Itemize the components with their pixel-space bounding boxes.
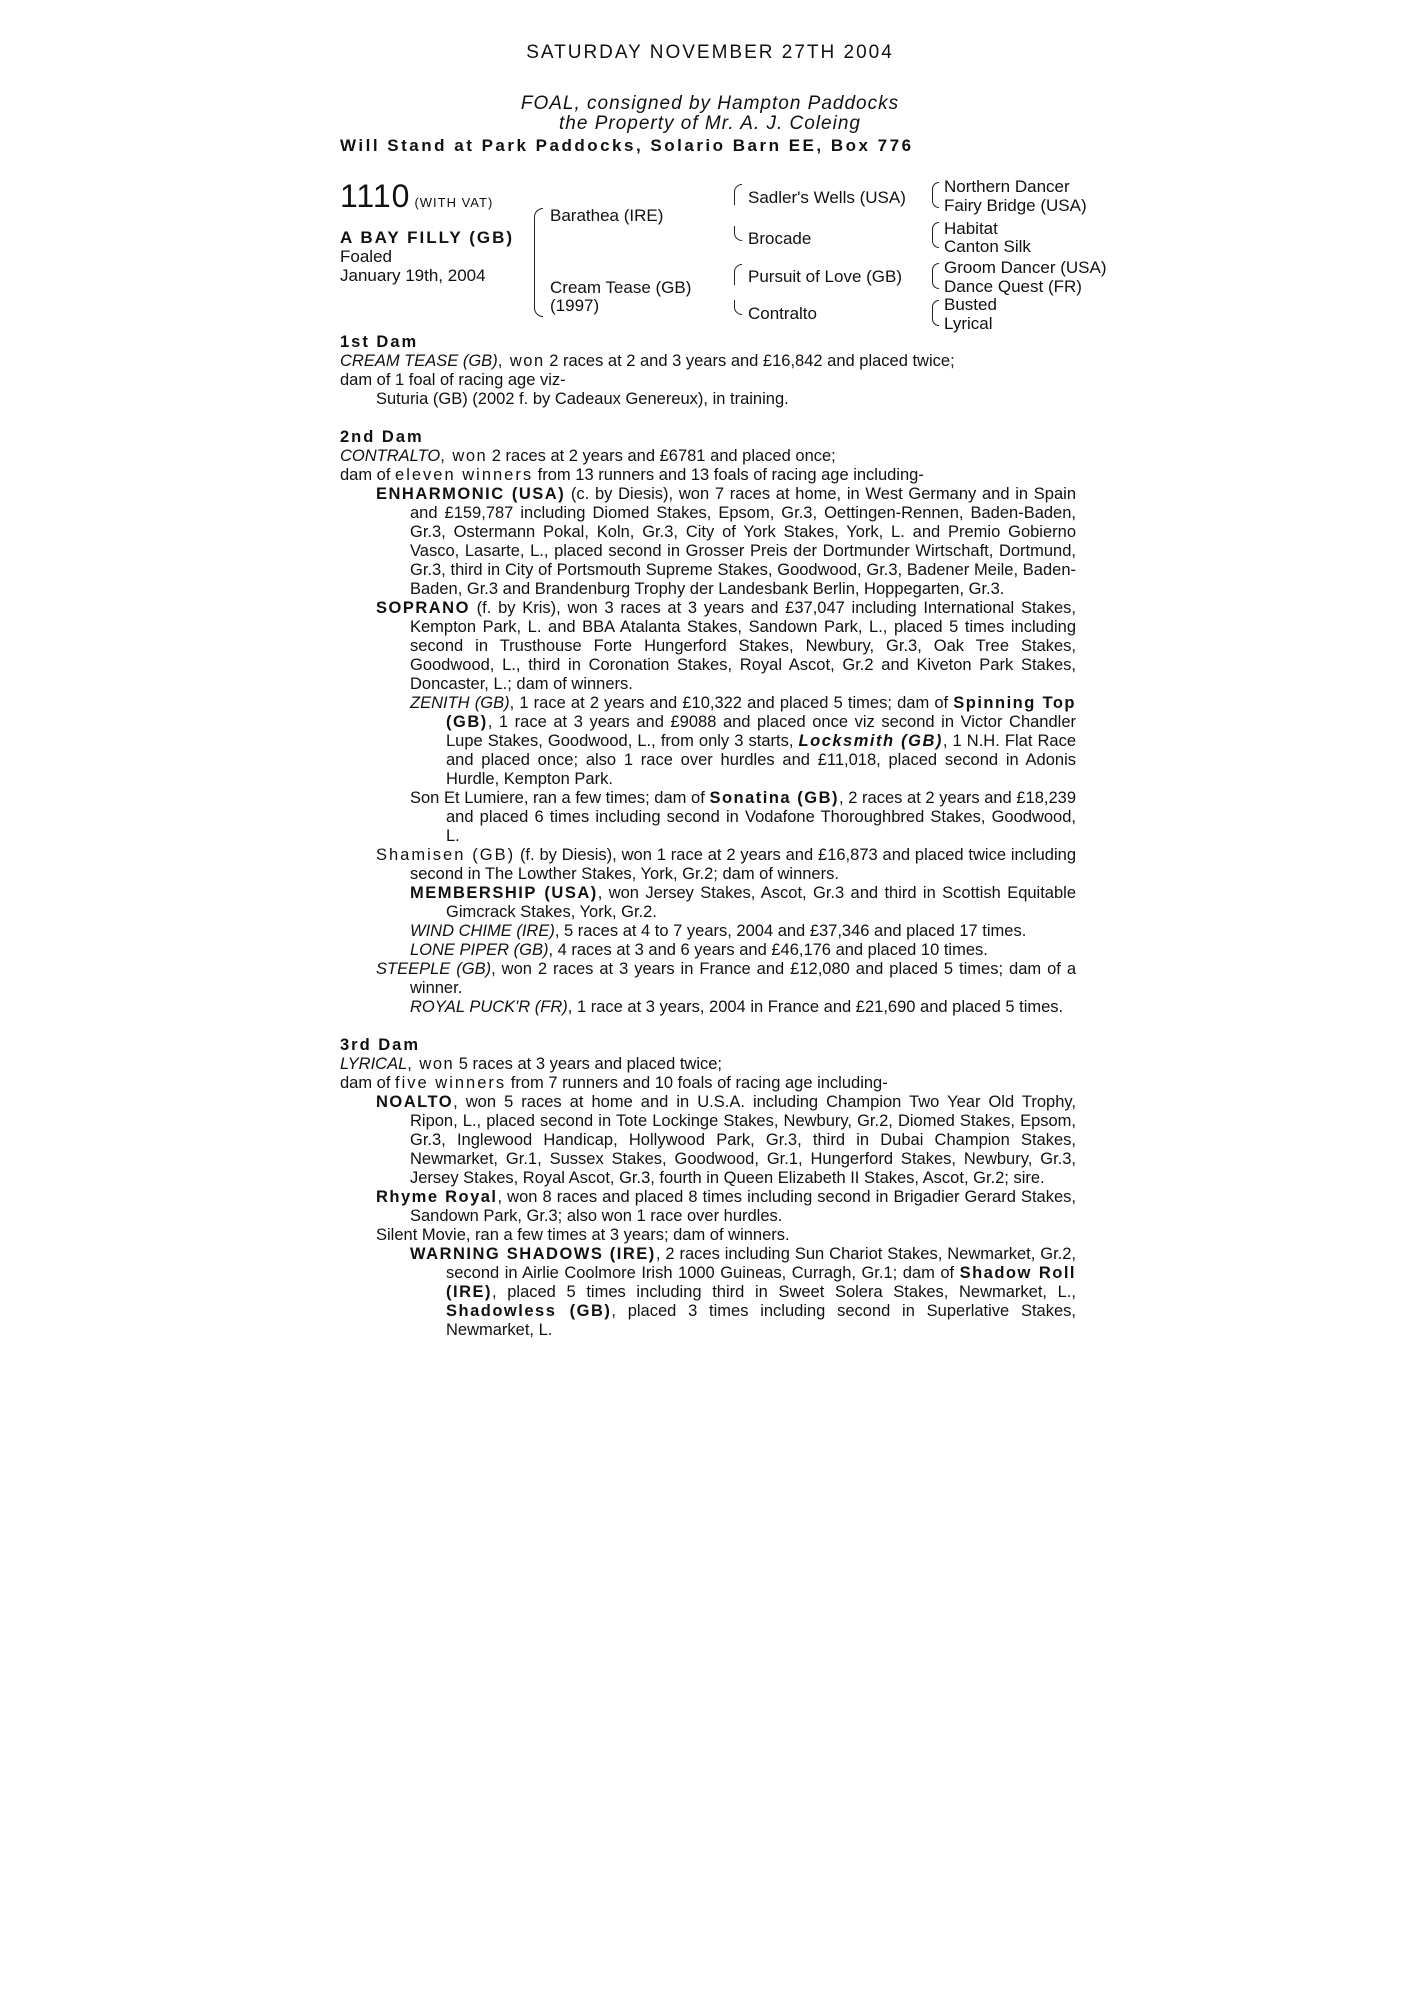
produce-name: ROYAL PUCK'R (FR) [410,998,568,1016]
bracket [734,300,742,315]
catalogue-text [340,333,1076,1340]
consignor-block [340,94,1080,134]
produce-text: dam of [340,466,396,484]
produce-name: NOALTO [376,1093,454,1111]
vat-note: (WITH VAT) [414,195,494,210]
produce-entry [340,960,1076,998]
third-dam-line [340,1055,1076,1074]
produce-record: , won 5 races at home and in U.S.A. including Champion Two Year Old Trophy, Ripon, L., placed second in Tote Lockinge Stakes, Newbury, Gr.2, Diomed Stakes, Epsom, Gr.3, Inglewood Handicap, Hollywood Park, Gr.3, third in Dubai Champion Stakes, Newmarket, Gr.1, Sussex Stakes, Goodwood, Gr.1, Hungerford Stakes, Newbury, Gr.3, Jersey Stakes, Royal Ascot, Gr.3, fourth in Queen Elizabeth II Stakes, Ascot, Gr.2; sire. [410,1093,1076,1187]
lot-number: 1110 [340,178,411,214]
bracket [734,184,742,205]
dam: Cream Tease (GB) [550,278,692,297]
produce-record: Son Et Lumiere, ran a few times; dam of [410,789,710,807]
lot-number-block [340,178,493,215]
second-dam-record: 2 races at 2 years and £6781 and placed once; [487,447,836,465]
won-word: , won [497,352,545,370]
produce-name: Shadowless (GB) [446,1302,612,1320]
produce-entry: Silent Movie, ran a few times at 3 years; dam of winners. [376,1226,790,1244]
produce-record: , 1 race at 3 years and £9088 and placed once viz second in Victor Chandler Lupe Stakes, Goodwood, L., from only 3 starts, [446,713,1076,750]
bracket [932,263,939,277]
produce-name: MEMBERSHIP (USA) [410,884,598,902]
dam-sire-sire: Groom Dancer (USA) [944,258,1107,277]
produce-entry [340,884,1076,922]
produce-record: , won 8 races and placed 8 times including second in Brigadier Gerard Stakes, Sandown Park, Gr.3; also won 1 race over hurdles. [410,1188,1076,1225]
produce-text: from 13 runners and 13 foals of racing age including- [533,466,924,484]
produce-name: SOPRANO [376,599,470,617]
bracket [932,300,939,314]
produce-entry [340,922,1076,941]
sire-sire-sire: Northern Dancer [944,177,1070,196]
dam-name: LYRICAL [340,1055,408,1073]
sire-sire-dam: Fairy Bridge (USA) [944,196,1087,215]
sire-dam-dam: Canton Silk [944,237,1031,256]
produce-record: , won 2 races at 3 years in France and £12,080 and placed 5 times; dam of a winner. [410,960,1076,997]
produce-record: , placed 5 times including third in Sweet Solera Stakes, Newmarket, L., [492,1283,1076,1301]
winners-count: eleven winners [395,466,534,484]
produce-text: from 7 runners and 10 foals of racing age including- [506,1074,888,1092]
dam-sire-dam: Dance Quest (FR) [944,277,1082,296]
second-dam-line [340,447,1076,466]
produce-name: Shadow Roll (IRE) [446,1264,1077,1301]
consignor-line: FOAL, consigned by Hampton Paddocks [520,93,900,114]
produce-entry [340,1245,1076,1340]
produce-entry [340,485,1076,599]
dam-name: CONTRALTO [340,447,441,465]
produce-entry [340,1093,1076,1188]
bracket [932,313,939,326]
sale-date: SATURDAY NOVEMBER 27TH 2004 [526,42,894,63]
produce-name: ENHARMONIC (USA) [376,485,566,503]
sire-sire: Sadler's Wells (USA) [748,188,906,207]
horse-name: A BAY FILLY (GB) [340,228,515,247]
second-dam-heading: 2nd Dam [340,428,424,446]
produce-record: , 5 races at 4 to 7 years, 2004 and £37,346 and placed 17 times. [554,922,1027,940]
first-dam-produce: dam of 1 foal of racing age viz- [340,371,566,389]
bracket [932,276,939,289]
bracket [734,264,742,285]
produce-entry [340,998,1076,1017]
produce-record: , 1 race at 3 years, 2004 in France and £21,690 and placed 5 times. [567,998,1064,1016]
produce-entry [340,941,1076,960]
produce-record: , 1 race at 2 years and £10,322 and placed 5 times; dam of [509,694,954,712]
produce-name: Locksmith (GB) [798,732,943,750]
bracket [932,222,939,236]
produce-entry [340,846,1076,884]
produce-record: , placed 3 times including second in Superlative Stakes, Newmarket, L. [446,1302,1076,1339]
first-dam-heading: 1st Dam [340,333,419,351]
produce-record: (f. by Diesis), won 1 race at 2 years and £16,873 and placed twice including second in The Lowther Stakes, York, Gr.2; dam of winners. [410,846,1076,883]
produce-name: Rhyme Royal [376,1188,498,1206]
produce-entry [340,1188,1076,1226]
bracket [534,208,543,267]
stand-location: Will Stand at Park Paddocks, Solario Barn EE, Box 776 [340,136,914,155]
bracket [932,182,939,196]
dam-dam: Contralto [748,304,817,323]
produce-entry [340,789,1076,846]
dam-name: CREAM TEASE (GB) [340,352,498,370]
sire-dam-sire: Habitat [944,219,998,238]
dam-dam-sire: Busted [944,295,997,314]
bracket [932,195,939,208]
third-dam-record: 5 races at 3 years and placed twice; [454,1055,723,1073]
produce-entry [340,694,1076,789]
produce-name: LONE PIPER (GB) [410,941,549,959]
produce-name: WARNING SHADOWS (IRE) [410,1245,656,1263]
sire: Barathea (IRE) [550,206,664,225]
third-dam-heading: 3rd Dam [340,1036,421,1054]
foaled-label: Foaled [340,247,392,266]
sire-dam: Brocade [748,229,812,248]
produce-name: WIND CHIME (IRE) [410,922,555,940]
winners-count: five winners [395,1074,507,1092]
produce-entry [340,599,1076,694]
first-dam-line [340,352,1076,371]
produce-name: Sonatina (GB) [709,789,839,807]
dam-dam-dam: Lyrical [944,314,993,333]
won-word: , won [407,1055,455,1073]
produce-name: Spinning Top (GB) [446,694,1077,731]
produce-record: (f. by Kris), won 3 races at 3 years and £37,047 including International Stakes, Kempton Park, L. and BBA Atalanta Stakes, Sandown Park, L., placed 5 times including second in Trusthouse Forte Hungerford Stakes, Newbury, Gr.3, Oak Tree Stakes, Goodwood, L., third in Coronation Stakes, Royal Ascot, Gr.2 and Kiveton Park Stakes, Doncaster, L.; dam of winners. [410,599,1076,693]
won-word: , won [440,447,488,465]
foaled-date: January 19th, 2004 [340,266,486,285]
bracket [534,266,543,317]
produce-name: STEEPLE (GB) [376,960,492,978]
horse-description [340,228,514,285]
produce-name: Shamisen (GB) [376,846,516,864]
produce-record: (c. by Diesis), won 7 races at home, in West Germany and in Spain and £159,787 including Diomed Stakes, Epsom, Gr.3, Oettingen-Rennen, Baden-Baden, Gr.3, Ostermann Pokal, Koln, Gr.3, City of York Stakes, York, L. and Premio Gobierno Vasco, Lasarte, L., placed second in Grosser Preis der Dortmunder Wirtschaft, Dortmund, Gr.3, third in City of Portsmouth Supreme Stakes, Goodwood, Gr.3, Badener Meile, Baden-Baden, Gr.3 and Brandenburg Trophy der Landesbank Berlin, Hoppegarten, Gr.3. [410,485,1077,598]
produce-record: , won Jersey Stakes, Ascot, Gr.3 and third in Scottish Equitable Gimcrack Stakes, York, Gr.2. [446,884,1076,921]
property-line: the Property of Mr. A. J. Coleing [559,113,861,134]
produce-record: , 1 N.H. Flat Race and placed once; also 1 race over hurdles and £11,018, placed second in Adonis Hurdle, Kempton Park. [446,732,1077,788]
produce-name: ZENITH (GB) [410,694,510,712]
produce-text: dam of [340,1074,396,1092]
bracket [734,226,742,241]
bracket [932,235,939,248]
produce-record: , 2 races including Sun Chariot Stakes, Newmarket, Gr.2, second in Airlie Coolmore Irish 1000 Guineas, Curragh, Gr.1; dam of [446,1245,1076,1282]
dam-year: (1997) [550,296,600,315]
first-dam-record: 2 races at 2 and 3 years and £16,842 and placed twice; [544,352,955,370]
second-dam-produce [340,466,1076,485]
produce-record: , 2 races at 2 years and £18,239 and placed 6 times including second in Vodafone Thoroughbred Stakes, Goodwood, L. [446,789,1077,845]
dam-sire: Pursuit of Love (GB) [748,267,903,286]
produce-record: , 4 races at 3 and 6 years and £46,176 and placed 10 times. [548,941,988,959]
first-dam-foal: Suturia (GB) (2002 f. by Cadeaux Genereux), in training. [376,390,789,408]
third-dam-produce [340,1074,1076,1093]
